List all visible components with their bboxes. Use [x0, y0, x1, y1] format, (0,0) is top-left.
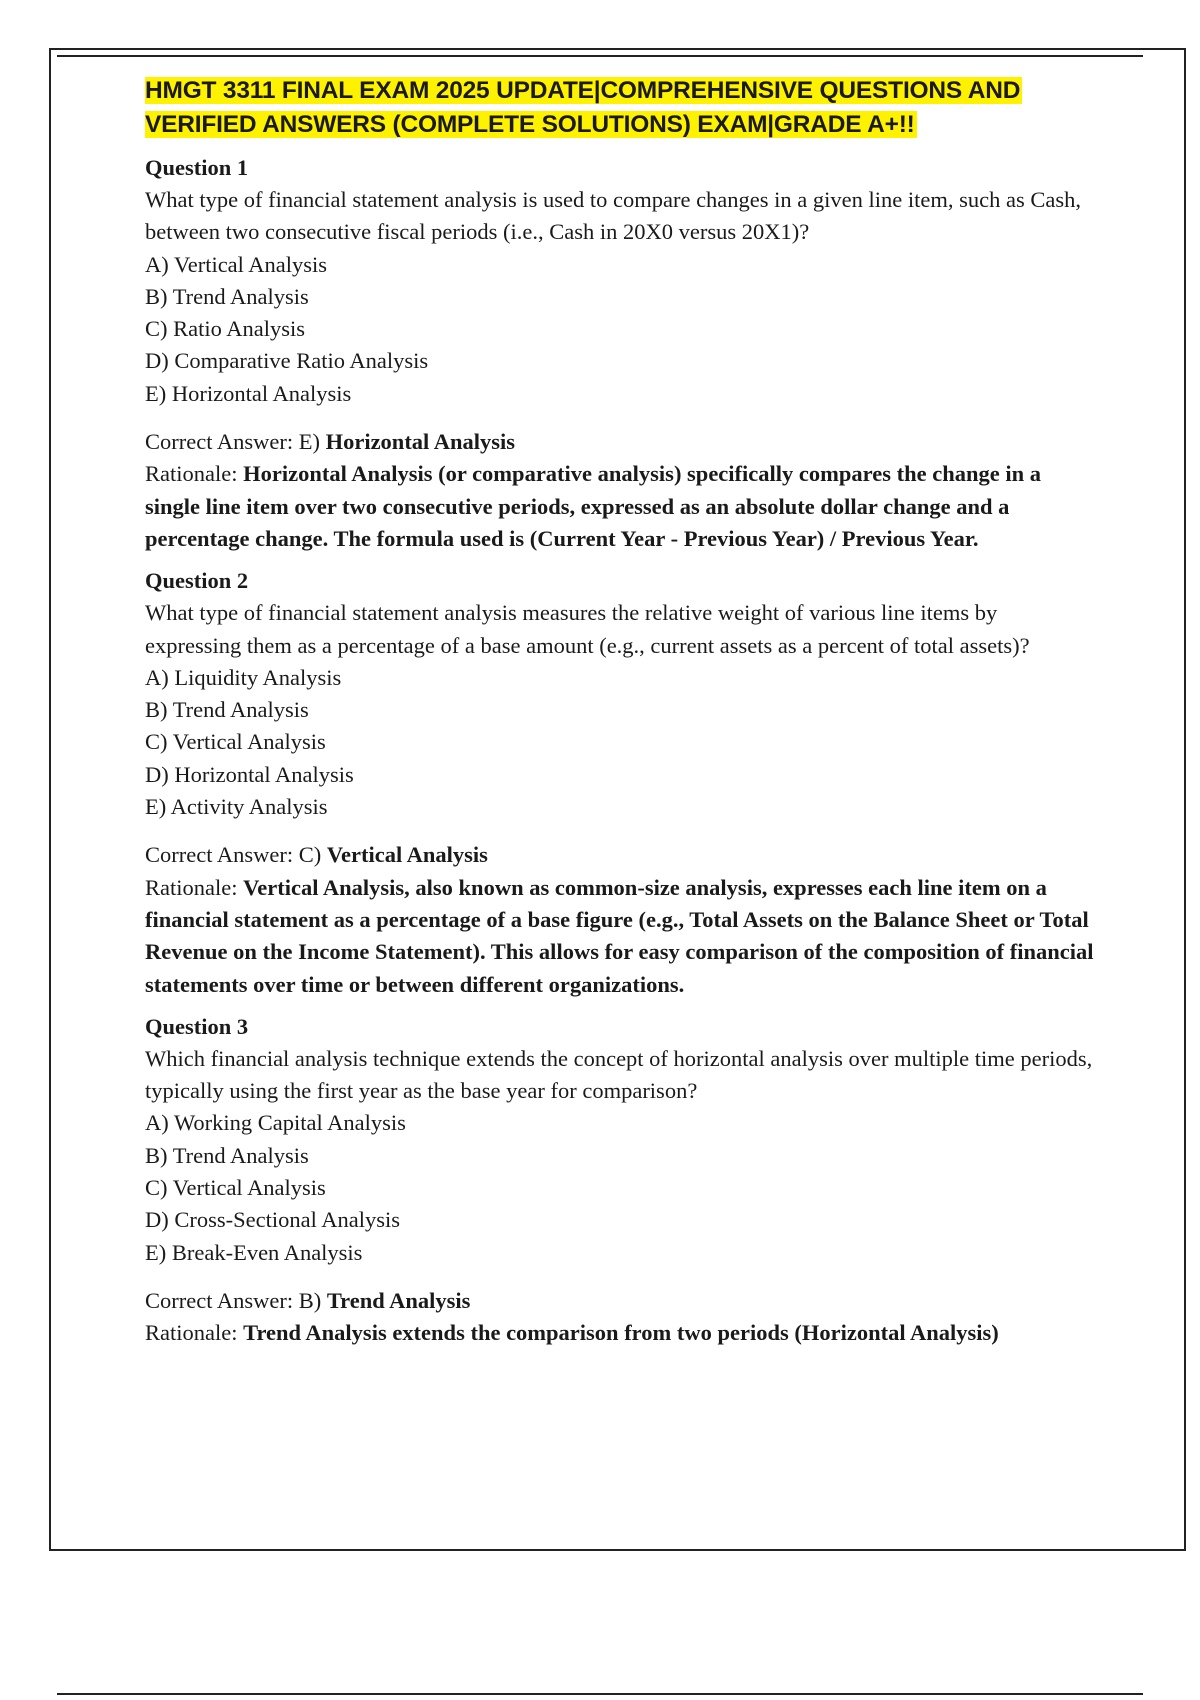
- answer-value: Trend Analysis: [326, 1287, 471, 1313]
- rationale: [145, 872, 1095, 1001]
- answer-label: Correct Answer: E): [145, 429, 326, 455]
- option-b: B) Trend Analysis: [145, 283, 309, 309]
- document-title: [145, 74, 1095, 142]
- option-d: D) Horizontal Analysis: [145, 761, 354, 787]
- option-c: C) Vertical Analysis: [145, 1175, 326, 1201]
- option-c: C) Vertical Analysis: [145, 729, 326, 755]
- option-e: E) Break-Even Analysis: [145, 1239, 363, 1265]
- correct-answer: [145, 426, 1095, 458]
- correct-answer: [145, 839, 1095, 871]
- rationale: [145, 458, 1095, 555]
- options-list: [145, 662, 1095, 823]
- answer-value: Horizontal Analysis: [325, 429, 515, 455]
- question-text: What type of financial statement analysis measures the relative weight of various line items by expressing them as a percentage of a base amount (e.g., current assets as a percent of total assets)?: [145, 600, 1030, 658]
- correct-answer: [145, 1285, 1095, 1317]
- question-3: [145, 1011, 1095, 1350]
- answer-value: Vertical Analysis: [326, 842, 488, 868]
- title-line-2: VERIFIED ANSWERS (COMPLETE SOLUTIONS) EXAM|GRADE A+!!: [145, 111, 915, 138]
- top-rule: [57, 55, 1143, 57]
- option-a: A) Working Capital Analysis: [145, 1110, 406, 1136]
- option-e: E) Activity Analysis: [145, 794, 328, 820]
- option-d: D) Cross-Sectional Analysis: [145, 1207, 400, 1233]
- title-line-1: HMGT 3311 FINAL EXAM 2025 UPDATE|COMPREHENSIVE QUESTIONS AND: [145, 77, 1021, 104]
- question-heading: Question 3: [145, 1013, 249, 1039]
- question-text: Which financial analysis technique extends the concept of horizontal analysis over multiple time periods, typically using the first year as the base year for comparison?: [145, 1045, 1093, 1104]
- option-b: B) Trend Analysis: [145, 1142, 309, 1168]
- rationale-label: Rationale:: [145, 874, 244, 900]
- option-b: B) Trend Analysis: [145, 697, 309, 723]
- question-1: [145, 152, 1095, 555]
- rationale-text: Horizontal Analysis (or comparative analysis) specifically compares the change in a single line item over two consecutive periods, expressed as an absolute dollar change and a percentage change. The formula used is (Current Year - Previous Year) / Previous Year.: [145, 461, 1041, 551]
- option-a: A) Vertical Analysis: [145, 251, 328, 277]
- option-a: A) Liquidity Analysis: [145, 664, 342, 690]
- question-text: What type of financial statement analysis is used to compare changes in a given line item, such as Cash, between two consecutive fiscal periods (i.e., Cash in 20X0 versus 20X1)?: [145, 187, 1081, 245]
- rationale-text: Trend Analysis extends the comparison from two periods (Horizontal Analysis): [243, 1320, 999, 1346]
- answer-label: Correct Answer: B): [145, 1287, 327, 1313]
- option-d: D) Comparative Ratio Analysis: [145, 348, 429, 374]
- option-c: C) Ratio Analysis: [145, 316, 306, 342]
- options-list: [145, 249, 1095, 410]
- question-2: [145, 565, 1095, 1001]
- rationale-text: Vertical Analysis, also known as common-size analysis, expresses each line item on a financial statement as a percentage of a base figure (e.g., Total Assets on the Balance Sheet or Total Revenue on the Income Statement). This allows for easy comparison of the composition of financial statements over time or between different organizations.: [145, 874, 1094, 997]
- options-list: [145, 1107, 1095, 1268]
- rationale: [145, 1317, 1095, 1349]
- rationale-label: Rationale:: [145, 1320, 244, 1346]
- option-e: E) Horizontal Analysis: [145, 380, 352, 406]
- answer-label: Correct Answer: C): [145, 842, 327, 868]
- rationale-label: Rationale:: [145, 461, 244, 487]
- question-heading: Question 1: [145, 155, 249, 180]
- document-body: [145, 74, 1095, 1350]
- bottom-rule: [57, 1693, 1143, 1695]
- question-heading: Question 2: [145, 568, 249, 594]
